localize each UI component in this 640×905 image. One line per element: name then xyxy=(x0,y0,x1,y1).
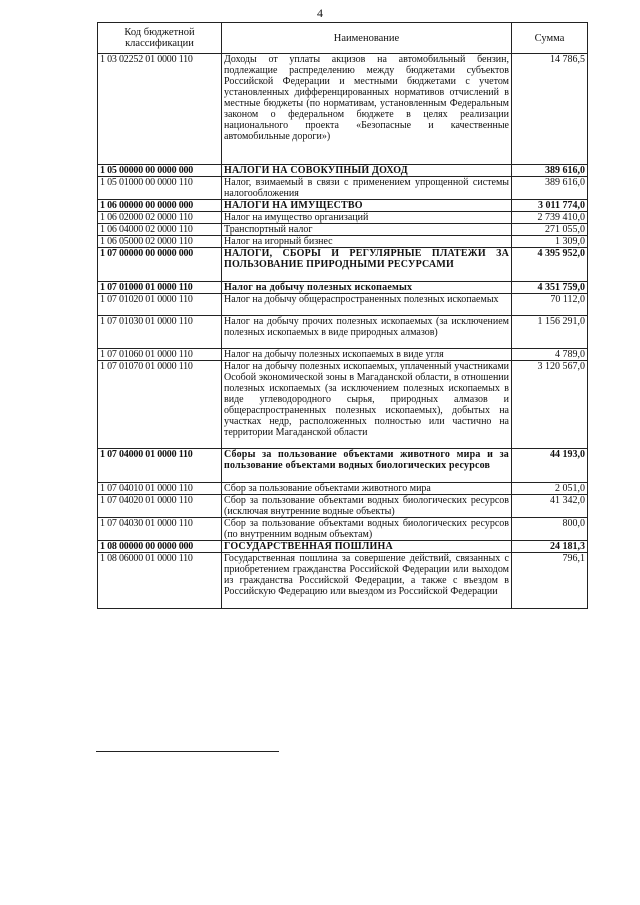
row-code: 1 08 00000 00 0000 000 xyxy=(98,541,222,553)
row-name: Налог на добычу полезных ископаемых в виде угля xyxy=(222,349,512,361)
row-name: НАЛОГИ НА ИМУЩЕСТВО xyxy=(222,200,512,212)
table-row xyxy=(98,553,588,609)
row-name: Налог на добычу полезных ископаемых, уплаченный участниками Особой экономической зоны в Магаданской области, в отношении полезных ископаемых (за исключением полезных ископаемых в виде углеводородного сырья, природных алмазов и общераспространенных полезных ископаемых), добытых на участках недр, расположенных полностью или частично на территории Магаданской области xyxy=(222,361,512,449)
table-row xyxy=(98,236,588,248)
row-sum: 4 789,0 xyxy=(512,349,588,361)
row-code: 1 07 01020 01 0000 110 xyxy=(98,294,222,316)
row-name: Транспортный налог xyxy=(222,224,512,236)
table-header-row xyxy=(98,23,588,54)
row-code: 1 07 01070 01 0000 110 xyxy=(98,361,222,449)
row-code: 1 03 02252 01 0000 110 xyxy=(98,54,222,165)
row-name: Налог на добычу полезных ископаемых xyxy=(222,282,512,294)
row-name: Доходы от уплаты акцизов на автомобильный бензин, подлежащие распределению между бюджетами субъектов Российской Федерации и местными бюджетами с учетом установленных дифференцированных нормативов отчислений в местные бюджеты (по нормативам, установленным Федеральным законом о федеральном бюджете в целях реализации национального проекта «Безопасные и качественные автомобильные дороги») xyxy=(222,54,512,165)
row-sum: 4 395 952,0 xyxy=(512,248,588,282)
row-sum: 24 181,3 xyxy=(512,541,588,553)
row-code: 1 07 04030 01 0000 110 xyxy=(98,518,222,541)
row-sum: 14 786,5 xyxy=(512,54,588,165)
table-row xyxy=(98,518,588,541)
row-name: Налог, взимаемый в связи с применением упрощенной системы налогообложения xyxy=(222,177,512,200)
page-number: 4 xyxy=(317,6,323,20)
row-name: НАЛОГИ, СБОРЫ И РЕГУЛЯРНЫЕ ПЛАТЕЖИ ЗА ПОЛЬЗОВАНИЕ ПРИРОДНЫМИ РЕСУРСАМИ xyxy=(222,248,512,282)
table-row xyxy=(98,177,588,200)
row-code: 1 06 00000 00 0000 000 xyxy=(98,200,222,212)
table-row xyxy=(98,282,588,294)
row-name: Налог на добычу общераспространенных полезных ископаемых xyxy=(222,294,512,316)
row-name: Сборы за пользование объектами животного мира и за пользование объектами водных биологических ресурсов xyxy=(222,449,512,483)
row-sum: 800,0 xyxy=(512,518,588,541)
row-code: 1 07 01000 01 0000 110 xyxy=(98,282,222,294)
table-row xyxy=(98,200,588,212)
table-row xyxy=(98,449,588,483)
row-sum: 389 616,0 xyxy=(512,165,588,177)
table-row xyxy=(98,495,588,518)
row-sum: 2 739 410,0 xyxy=(512,212,588,224)
row-name: ГОСУДАРСТВЕННАЯ ПОШЛИНА xyxy=(222,541,512,553)
table-row xyxy=(98,541,588,553)
row-code: 1 08 06000 01 0000 110 xyxy=(98,553,222,609)
row-name: Сбор за пользование объектами животного мира xyxy=(222,483,512,495)
row-sum: 389 616,0 xyxy=(512,177,588,200)
row-name: Сбор за пользование объектами водных биологических ресурсов (исключая внутренние водные объекты) xyxy=(222,495,512,518)
table-row xyxy=(98,483,588,495)
table-row xyxy=(98,294,588,316)
table-row xyxy=(98,212,588,224)
header-sum: Сумма xyxy=(512,23,588,54)
table-row xyxy=(98,316,588,349)
table-row xyxy=(98,349,588,361)
row-name: Налог на добычу прочих полезных ископаемых (за исключением полезных ископаемых в виде природных алмазов) xyxy=(222,316,512,349)
row-code: 1 07 00000 00 0000 000 xyxy=(98,248,222,282)
row-sum: 4 351 759,0 xyxy=(512,282,588,294)
table-row xyxy=(98,165,588,177)
row-sum: 796,1 xyxy=(512,553,588,609)
footnote-divider xyxy=(96,751,279,752)
row-code: 1 06 05000 02 0000 110 xyxy=(98,236,222,248)
row-code: 1 07 04020 01 0000 110 xyxy=(98,495,222,518)
row-code: 1 07 04010 01 0000 110 xyxy=(98,483,222,495)
table-row xyxy=(98,361,588,449)
row-code: 1 07 01060 01 0000 110 xyxy=(98,349,222,361)
row-sum: 41 342,0 xyxy=(512,495,588,518)
row-sum: 1 309,0 xyxy=(512,236,588,248)
row-code: 1 07 04000 01 0000 110 xyxy=(98,449,222,483)
row-code: 1 06 02000 02 0000 110 xyxy=(98,212,222,224)
table-row xyxy=(98,248,588,282)
row-sum: 3 011 774,0 xyxy=(512,200,588,212)
header-name: Наименование xyxy=(222,23,512,54)
row-name: Государственная пошлина за совершение действий, связанных с приобретением гражданства Российской Федерации или выходом из гражданства Российской Федерации, а также с въездом в Российскую Федерацию или выездом из Российской Федерации xyxy=(222,553,512,609)
row-sum: 44 193,0 xyxy=(512,449,588,483)
table-row xyxy=(98,54,588,165)
row-name: Сбор за пользование объектами водных биологических ресурсов (по внутренним водным объектам) xyxy=(222,518,512,541)
row-code: 1 05 01000 00 0000 110 xyxy=(98,177,222,200)
row-sum: 271 055,0 xyxy=(512,224,588,236)
row-name: Налог на имущество организаций xyxy=(222,212,512,224)
header-code: Код бюджетной классификации xyxy=(98,23,222,54)
row-code: 1 07 01030 01 0000 110 xyxy=(98,316,222,349)
table-row xyxy=(98,224,588,236)
row-sum: 3 120 567,0 xyxy=(512,361,588,449)
row-sum: 2 051,0 xyxy=(512,483,588,495)
row-code: 1 05 00000 00 0000 000 xyxy=(98,165,222,177)
row-name: НАЛОГИ НА СОВОКУПНЫЙ ДОХОД xyxy=(222,165,512,177)
row-sum: 1 156 291,0 xyxy=(512,316,588,349)
row-name: Налог на игорный бизнес xyxy=(222,236,512,248)
budget-revenue-table xyxy=(97,22,588,609)
row-sum: 70 112,0 xyxy=(512,294,588,316)
row-code: 1 06 04000 02 0000 110 xyxy=(98,224,222,236)
table-body xyxy=(98,54,588,609)
